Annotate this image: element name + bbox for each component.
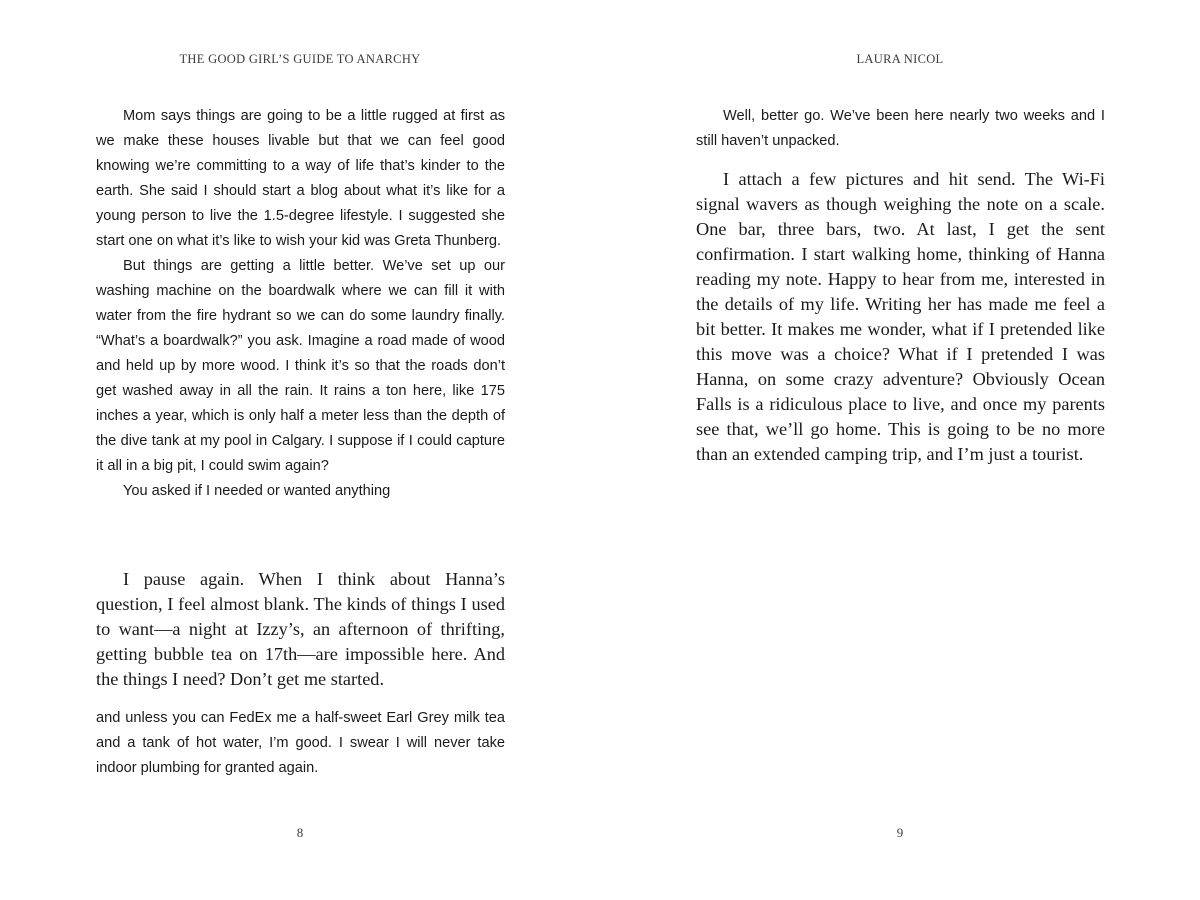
letter-excerpt [696,104,1105,154]
running-head-book-title: THE GOOD GIRL’S GUIDE TO ANARCHY [179,52,421,66]
narrative-excerpt [96,567,505,692]
letter-paragraph: Mom says things are going to be a little rugged at first as we make these houses livable but that we can feel good knowing we’re committing to a way of life that’s kinder to the earth. She said I should start a blog about what it’s like for a young person to live the 1.5-degree lifestyle. I suggested she start one on what it’s like to wish your kid was Greta Thunberg. [96,108,505,249]
right-page [600,0,1200,900]
letter-paragraph: and unless you can FedEx me a half-sweet Earl Grey milk tea and a tank of hot water, I’m good. I swear I will never take indoor plumbing for granted again. [96,710,505,776]
narrative-excerpt [696,167,1105,467]
letter-paragraph: You asked if I needed or wanted anything [123,483,391,499]
page-number: 9 [896,825,904,840]
letter-excerpt [96,104,505,504]
running-head-author: LAURA NICOL [856,52,944,66]
letter-paragraph: Well, better go. We’ve been here nearly two weeks and I still haven’t unpacked. [696,108,1105,149]
letter-continuation [96,706,505,781]
narrative-paragraph: I attach a few pictures and hit send. The Wi-Fi signal wavers as though weighing the note on a scale. One bar, three bars, two. At last, I get the sent confirmation. I start walking home, thinking of Hanna reading my note. Happy to hear from me, interested in the details of my life. Writing her has made me feel a bit better. It makes me wonder, what if I pretended like this move was a choice? What if I pretended I was Hanna, on some crazy adventure? Obviously Ocean Falls is a ridiculous place to live, and once my parents see that, we’ll go home. This is going to be no more than an extended camping trip, and I’m just a tourist. [696,169,1105,464]
narrative-paragraph: I pause again. When I think about Hanna’s question, I feel almost blank. The kinds of things I used to want—a night at Izzy’s, an afternoon of thrifting, getting bubble tea on 17th—are impossible here. And the things I need? Don’t get me started. [96,569,505,689]
page-number: 8 [296,825,304,840]
letter-paragraph: But things are getting a little better. We’ve set up our washing machine on the boardwalk where we can fill it with water from the fire hydrant so we can do some laundry finally. “What’s a boardwalk?” you ask. Imagine a road made of wood and held up by more wood. I think it’s so that the roads don’t get washed away in all the rain. It rains a ton here, like 175 inches a year, which is only half a meter less than the depth of the dive tank at my pool in Calgary. I suppose if I could capture it all in a big pit, I could swim again? [96,258,505,474]
